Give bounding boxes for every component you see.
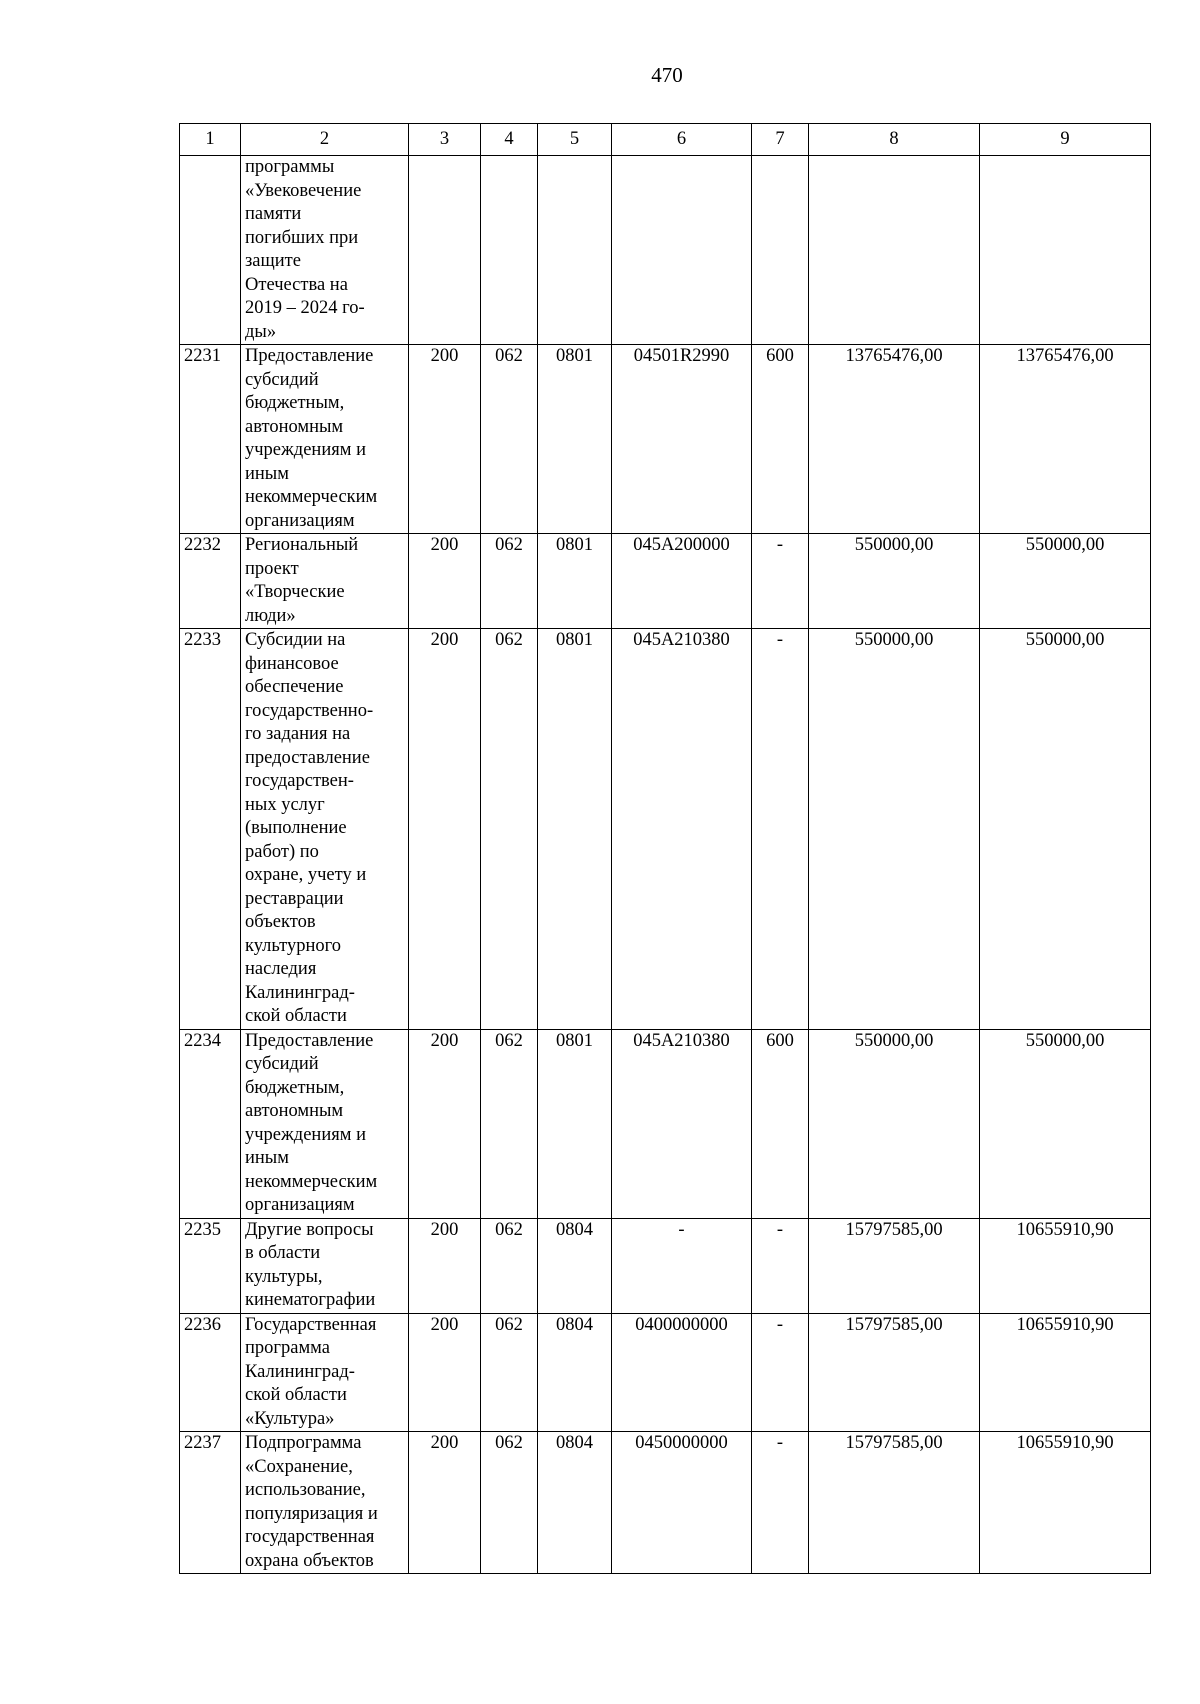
section-code: 0801: [538, 629, 612, 1030]
expense-type-code: 600: [752, 345, 809, 534]
description-line: государственная: [245, 1527, 375, 1547]
ministry-code: 062: [481, 345, 538, 534]
description-line: Предоставление: [245, 346, 374, 366]
table-row: [180, 1218, 1151, 1313]
description-line: «Культура»: [245, 1408, 335, 1429]
description-line: Государственная: [245, 1314, 377, 1335]
section-code: 0801: [538, 534, 612, 629]
expense-type-code: [752, 156, 809, 345]
ministry-code: [481, 156, 538, 345]
target-article-code: 045A210380: [612, 629, 752, 1030]
expense-type-code: 600: [752, 1029, 809, 1218]
description-line: проект: [245, 558, 299, 579]
description-line: ской области: [245, 1006, 347, 1026]
chapter-code: [409, 156, 481, 345]
description-line: некоммерческим: [245, 487, 378, 507]
executed-amount: 550000,00: [980, 534, 1151, 629]
row-description: [241, 1218, 409, 1313]
description-line: организациям: [245, 1195, 355, 1215]
description-line: объектов: [245, 912, 316, 932]
executed-amount: [980, 156, 1151, 345]
approved-amount: 550000,00: [809, 629, 980, 1030]
target-article-code: [612, 156, 752, 345]
approved-amount: 13765476,00: [809, 345, 980, 534]
row-number: 2233: [180, 629, 241, 1030]
description-line: Подпрограмма: [245, 1433, 362, 1453]
table-row: [180, 629, 1151, 1030]
ministry-code: 062: [481, 1029, 538, 1218]
ministry-code: 062: [481, 534, 538, 629]
description-line: субсидий: [245, 1054, 319, 1074]
description-line: ской области: [245, 1385, 347, 1405]
expense-type-code: -: [752, 1432, 809, 1574]
description-line: бюджетным,: [245, 393, 345, 413]
description-line: защите: [245, 251, 301, 271]
description-line: Региональный: [245, 535, 359, 555]
target-article-code: -: [612, 1218, 752, 1313]
approved-amount: 15797585,00: [809, 1432, 980, 1574]
row-number: 2231: [180, 345, 241, 534]
table-body: [180, 156, 1151, 1574]
chapter-code: 200: [409, 1313, 481, 1432]
description-line: организациям: [245, 510, 355, 531]
description-line: реставрации: [245, 888, 344, 909]
description-line: кинематографии: [245, 1290, 376, 1310]
description-line: программа: [245, 1338, 330, 1358]
chapter-code: 200: [409, 1432, 481, 1574]
description-line: Предоставление: [245, 1030, 374, 1051]
column-header: 1: [180, 124, 241, 156]
table-row: [180, 1432, 1151, 1574]
table-row: [180, 1313, 1151, 1432]
ministry-code: 062: [481, 629, 538, 1030]
executed-amount: 13765476,00: [980, 345, 1151, 534]
description-line: некоммерческим: [245, 1171, 378, 1192]
description-line: работ) по: [245, 841, 319, 862]
description-line: Калининград-: [245, 982, 355, 1003]
description-line: бюджетным,: [245, 1077, 345, 1098]
description-line: учреждениям и: [245, 1124, 366, 1145]
budget-table: [179, 123, 1151, 1574]
description-line: субсидий: [245, 369, 319, 390]
section-code: [538, 156, 612, 345]
row-number: 2235: [180, 1218, 241, 1313]
description-line: в области: [245, 1243, 321, 1263]
description-line: «Увековечение: [245, 180, 362, 201]
description-line: го задания на: [245, 724, 351, 744]
target-article-code: 0400000000: [612, 1313, 752, 1432]
section-code: 0801: [538, 1029, 612, 1218]
table-row: [180, 156, 1151, 345]
description-line: программы: [245, 157, 335, 177]
column-header: 2: [241, 124, 409, 156]
column-header: 3: [409, 124, 481, 156]
row-number: 2236: [180, 1313, 241, 1432]
description-line: 2019 – 2024 го-: [245, 298, 365, 318]
row-number: 2237: [180, 1432, 241, 1574]
executed-amount: 10655910,90: [980, 1432, 1151, 1574]
approved-amount: [809, 156, 980, 345]
description-line: «Творческие: [245, 582, 345, 602]
page-number: 470: [651, 63, 683, 87]
section-code: 0804: [538, 1313, 612, 1432]
chapter-code: 200: [409, 345, 481, 534]
row-description: [241, 1313, 409, 1432]
ministry-code: 062: [481, 1313, 538, 1432]
column-header: 4: [481, 124, 538, 156]
section-code: 0804: [538, 1432, 612, 1574]
description-line: использование,: [245, 1480, 366, 1500]
description-line: охране, учету и: [245, 865, 367, 885]
description-line: Отечества на: [245, 274, 348, 295]
description-line: популяризация и: [245, 1503, 378, 1524]
description-line: предоставление: [245, 747, 370, 768]
description-line: государствен-: [245, 771, 354, 791]
executed-amount: 10655910,90: [980, 1218, 1151, 1313]
chapter-code: 200: [409, 1029, 481, 1218]
description-line: Другие вопросы: [245, 1219, 374, 1240]
description-line: погибших при: [245, 227, 359, 248]
description-line: наследия: [245, 959, 317, 979]
target-article-code: 04501R2990: [612, 345, 752, 534]
target-article-code: 045A210380: [612, 1029, 752, 1218]
row-number: [180, 156, 241, 345]
chapter-code: 200: [409, 534, 481, 629]
description-line: культурного: [245, 935, 341, 956]
target-article-code: 0450000000: [612, 1432, 752, 1574]
description-line: охрана объектов: [245, 1550, 374, 1571]
description-line: обеспечение: [245, 677, 344, 697]
chapter-code: 200: [409, 1218, 481, 1313]
row-number: 2232: [180, 534, 241, 629]
description-line: иным: [245, 463, 289, 484]
description-line: ных услуг: [245, 794, 325, 815]
row-description: [241, 1432, 409, 1574]
header-row: [180, 124, 1151, 156]
section-code: 0801: [538, 345, 612, 534]
description-line: автономным: [245, 416, 344, 437]
description-line: (выполнение: [245, 818, 347, 838]
description-line: финансовое: [245, 653, 339, 674]
expense-type-code: -: [752, 629, 809, 1030]
description-line: иным: [245, 1148, 289, 1168]
description-line: люди»: [245, 605, 296, 626]
description-line: государственно-: [245, 700, 374, 721]
description-line: Субсидии на: [245, 630, 346, 650]
approved-amount: 550000,00: [809, 534, 980, 629]
approved-amount: 15797585,00: [809, 1313, 980, 1432]
ministry-code: 062: [481, 1432, 538, 1574]
chapter-code: 200: [409, 629, 481, 1030]
approved-amount: 15797585,00: [809, 1218, 980, 1313]
executed-amount: 550000,00: [980, 1029, 1151, 1218]
executed-amount: 550000,00: [980, 629, 1151, 1030]
description-line: автономным: [245, 1101, 344, 1121]
description-line: памяти: [245, 204, 302, 224]
column-header: 8: [809, 124, 980, 156]
executed-amount: 10655910,90: [980, 1313, 1151, 1432]
target-article-code: 045A200000: [612, 534, 752, 629]
row-description: [241, 345, 409, 534]
section-code: 0804: [538, 1218, 612, 1313]
expense-type-code: -: [752, 534, 809, 629]
row-description: [241, 156, 409, 345]
row-description: [241, 1029, 409, 1218]
description-line: ды»: [245, 321, 277, 342]
expense-type-code: -: [752, 1218, 809, 1313]
description-line: Калининград-: [245, 1361, 355, 1382]
table-row: [180, 345, 1151, 534]
row-number: 2234: [180, 1029, 241, 1218]
description-line: учреждениям и: [245, 440, 366, 460]
table-row: [180, 534, 1151, 629]
ministry-code: 062: [481, 1218, 538, 1313]
approved-amount: 550000,00: [809, 1029, 980, 1218]
table-row: [180, 1029, 1151, 1218]
row-description: [241, 534, 409, 629]
column-header: 5: [538, 124, 612, 156]
column-header: 6: [612, 124, 752, 156]
description-line: культуры,: [245, 1266, 323, 1287]
column-header: 9: [980, 124, 1151, 156]
column-header: 7: [752, 124, 809, 156]
description-line: «Сохранение,: [245, 1456, 353, 1477]
expense-type-code: -: [752, 1313, 809, 1432]
row-description: [241, 629, 409, 1030]
